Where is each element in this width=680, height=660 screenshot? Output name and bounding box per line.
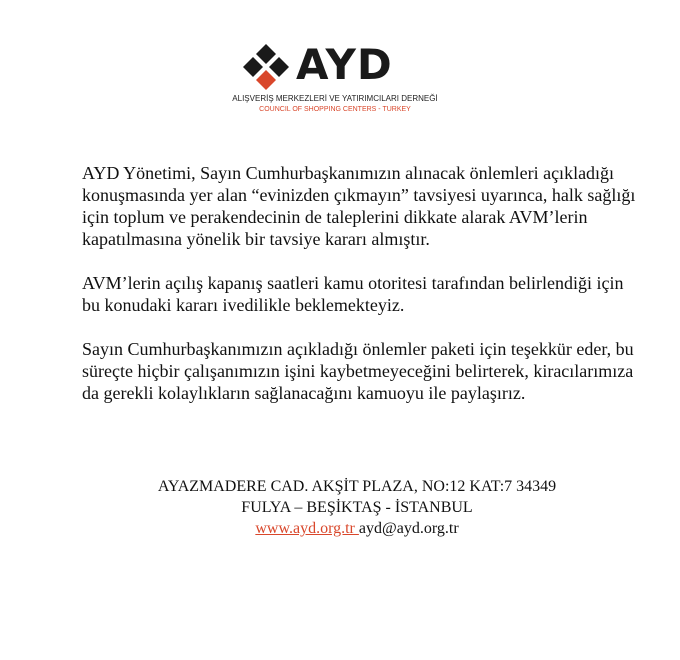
logo-wordmark: AYD [296,40,393,89]
paragraph-1: AYD Yönetimi, Sayın Cumhurbaşkanımızın alınacak önlemleri açıkladığı konuşmasında yer alan “evinizden çıkmayın” tavsiyesi uyarınca, halk sağlığı için toplum ve perakendecinin de taleplerini dikkate alarak AVM’lerin kapatılmasına yönelik bir tavsiye kararı almıştır. [82,163,636,249]
email-text: ayd@ayd.org.tr [358,520,459,537]
paragraph-3: Sayın Cumhurbaşkanımızın açıkladığı önlemler paketi için teşekkür eder, bu süreçte hiçbir çalışanımızın işini kaybetmeyeceğini belirterek, kiracılarımıza da gerekli kolaylıkların sağlanacağını kamuoyu ile paylaşırız. [82,339,634,403]
address-line-1: AYAZMADERE CAD. AKŞİT PLAZA, NO:12 KAT:7 34349 [157,478,557,495]
paragraph-2: AVM’lerin açılış kapanış saatleri kamu otoritesi tarafından belirlendiği için bu konudaki kararı ivedilikle beklemekteyiz. [82,273,624,315]
address-line-2: FULYA – BEŞİKTAŞ - İSTANBUL [241,499,473,516]
ayd-logo [0,38,680,116]
address-block [77,476,637,539]
logo-subtitle-en: COUNCIL OF SHOPPING CENTERS - TURKEY [259,106,411,113]
diamond-logo-icon [241,42,291,92]
statement-body [82,162,642,426]
contact-line [77,518,637,539]
website-link[interactable]: www.ayd.org.tr [255,520,359,537]
logo-subtitle: ALIŞVERİŞ MERKEZLERİ VE YATIRIMCILARI DERNEĞİ [232,94,438,103]
